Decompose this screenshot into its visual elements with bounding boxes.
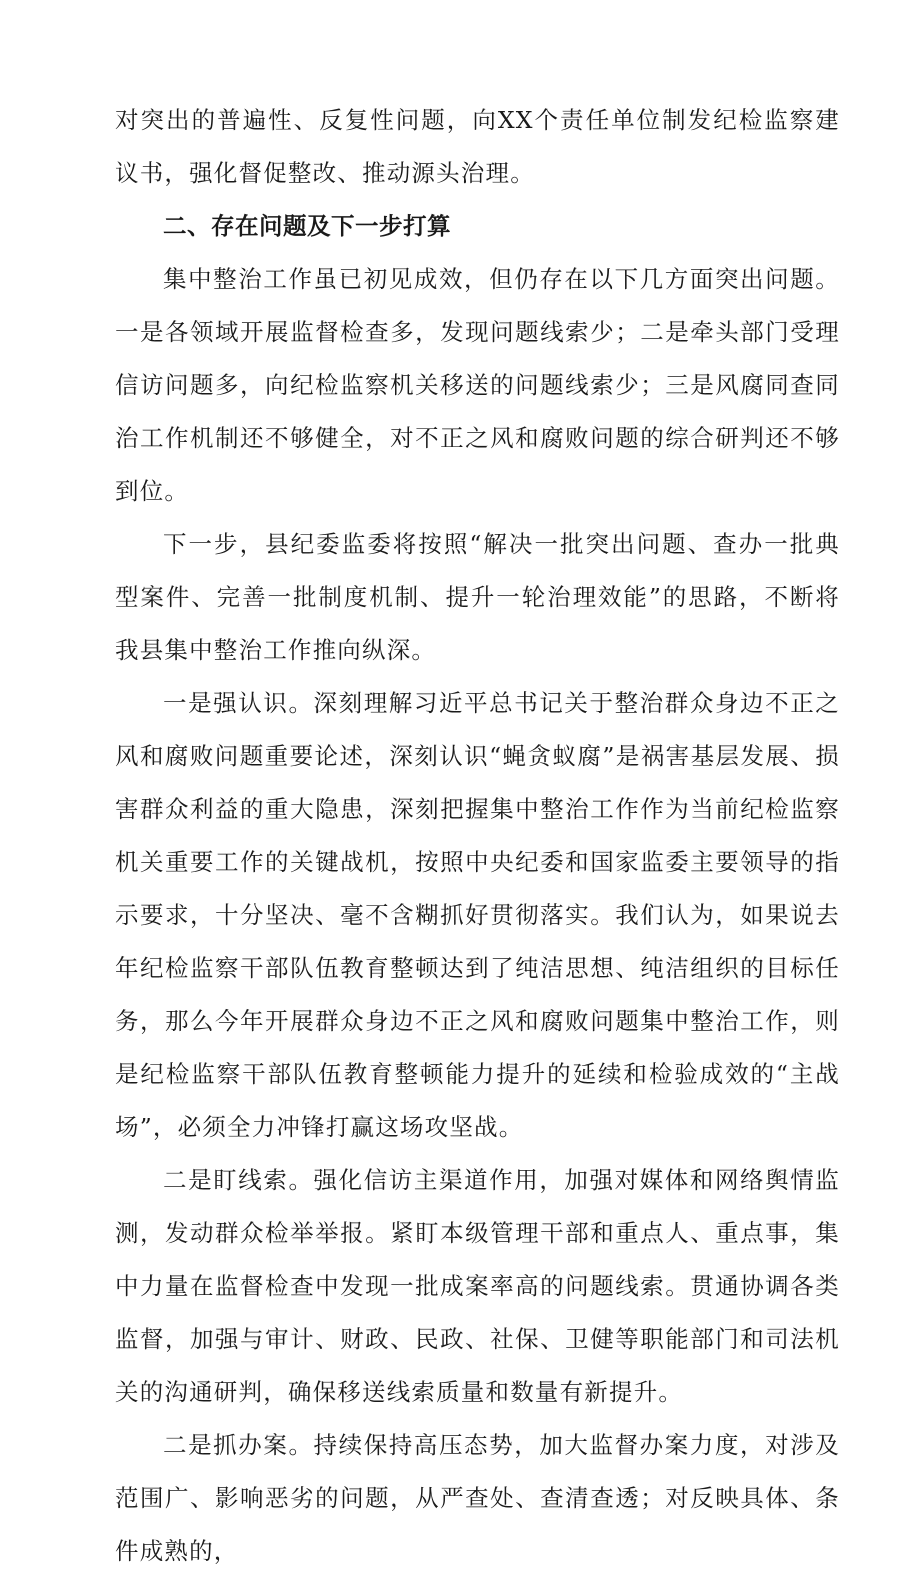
document-body <box>115 94 840 1578</box>
paragraph-cases: 二是抓办案。持续保持高压态势，加大监督办案力度，对涉及范围广、影响恶劣的问题，从严查处、查清查透；对反映具体、条件成熟的， <box>115 1431 840 1565</box>
paragraph-awareness: 一是强认识。深刻理解习近平总书记关于整治群众身边不正之风和腐败问题重要论述，深刻认识“蝇贪蚁腐”是祸害基层发展、损害群众利益的重大隐患，深刻把握集中整治工作作为当前纪检监察机关重要工作的关键战机，按照中央纪委和国家监委主要领导的指示要求，十分坚决、毫不含糊抓好贯彻落实。我们认为，如果说去年纪检监察干部队伍教育整顿达到了纯洁思想、纯洁组织的目标任务，那么今年开展群众身边不正之风和腐败问题集中整治工作，则是纪检监察干部队伍教育整顿能力提升的延续和检验成效的“主战场”，必须全力冲锋打赢这场攻坚战。 <box>115 689 840 1141</box>
paragraph-continuation: 对突出的普遍性、反复性问题，向XX个责任单位制发纪检监察建议书，强化督促整改、推动源头治理。 <box>115 106 840 187</box>
paragraph-clues: 二是盯线索。强化信访主渠道作用，加强对媒体和网络舆情监测，发动群众检举举报。紧盯本级管理干部和重点人、重点事，集中力量在监督检查中发现一批成案率高的问题线索。贯通协调各类监督，加强与审计、财政、民政、社保、卫健等职能部门和司法机关的沟通研判，确保移送线索质量和数量有新提升。 <box>115 1166 840 1406</box>
paragraph-next-steps: 下一步，县纪委监委将按照“解决一批突出问题、查办一批典型案件、完善一批制度机制、提升一轮治理效能”的思路，不断将我县集中整治工作推向纵深。 <box>115 530 840 664</box>
section-heading: 二、存在问题及下一步打算 <box>163 212 451 240</box>
paragraph-problems: 集中整治工作虽已初见成效，但仍存在以下几方面突出问题。一是各领域开展监督检查多，发现问题线索少；二是牵头部门受理信访问题多，向纪检监察机关移送的问题线索少；三是风腐同查同治工作机制还不够健全，对不正之风和腐败问题的综合研判还不够到位。 <box>115 265 840 505</box>
